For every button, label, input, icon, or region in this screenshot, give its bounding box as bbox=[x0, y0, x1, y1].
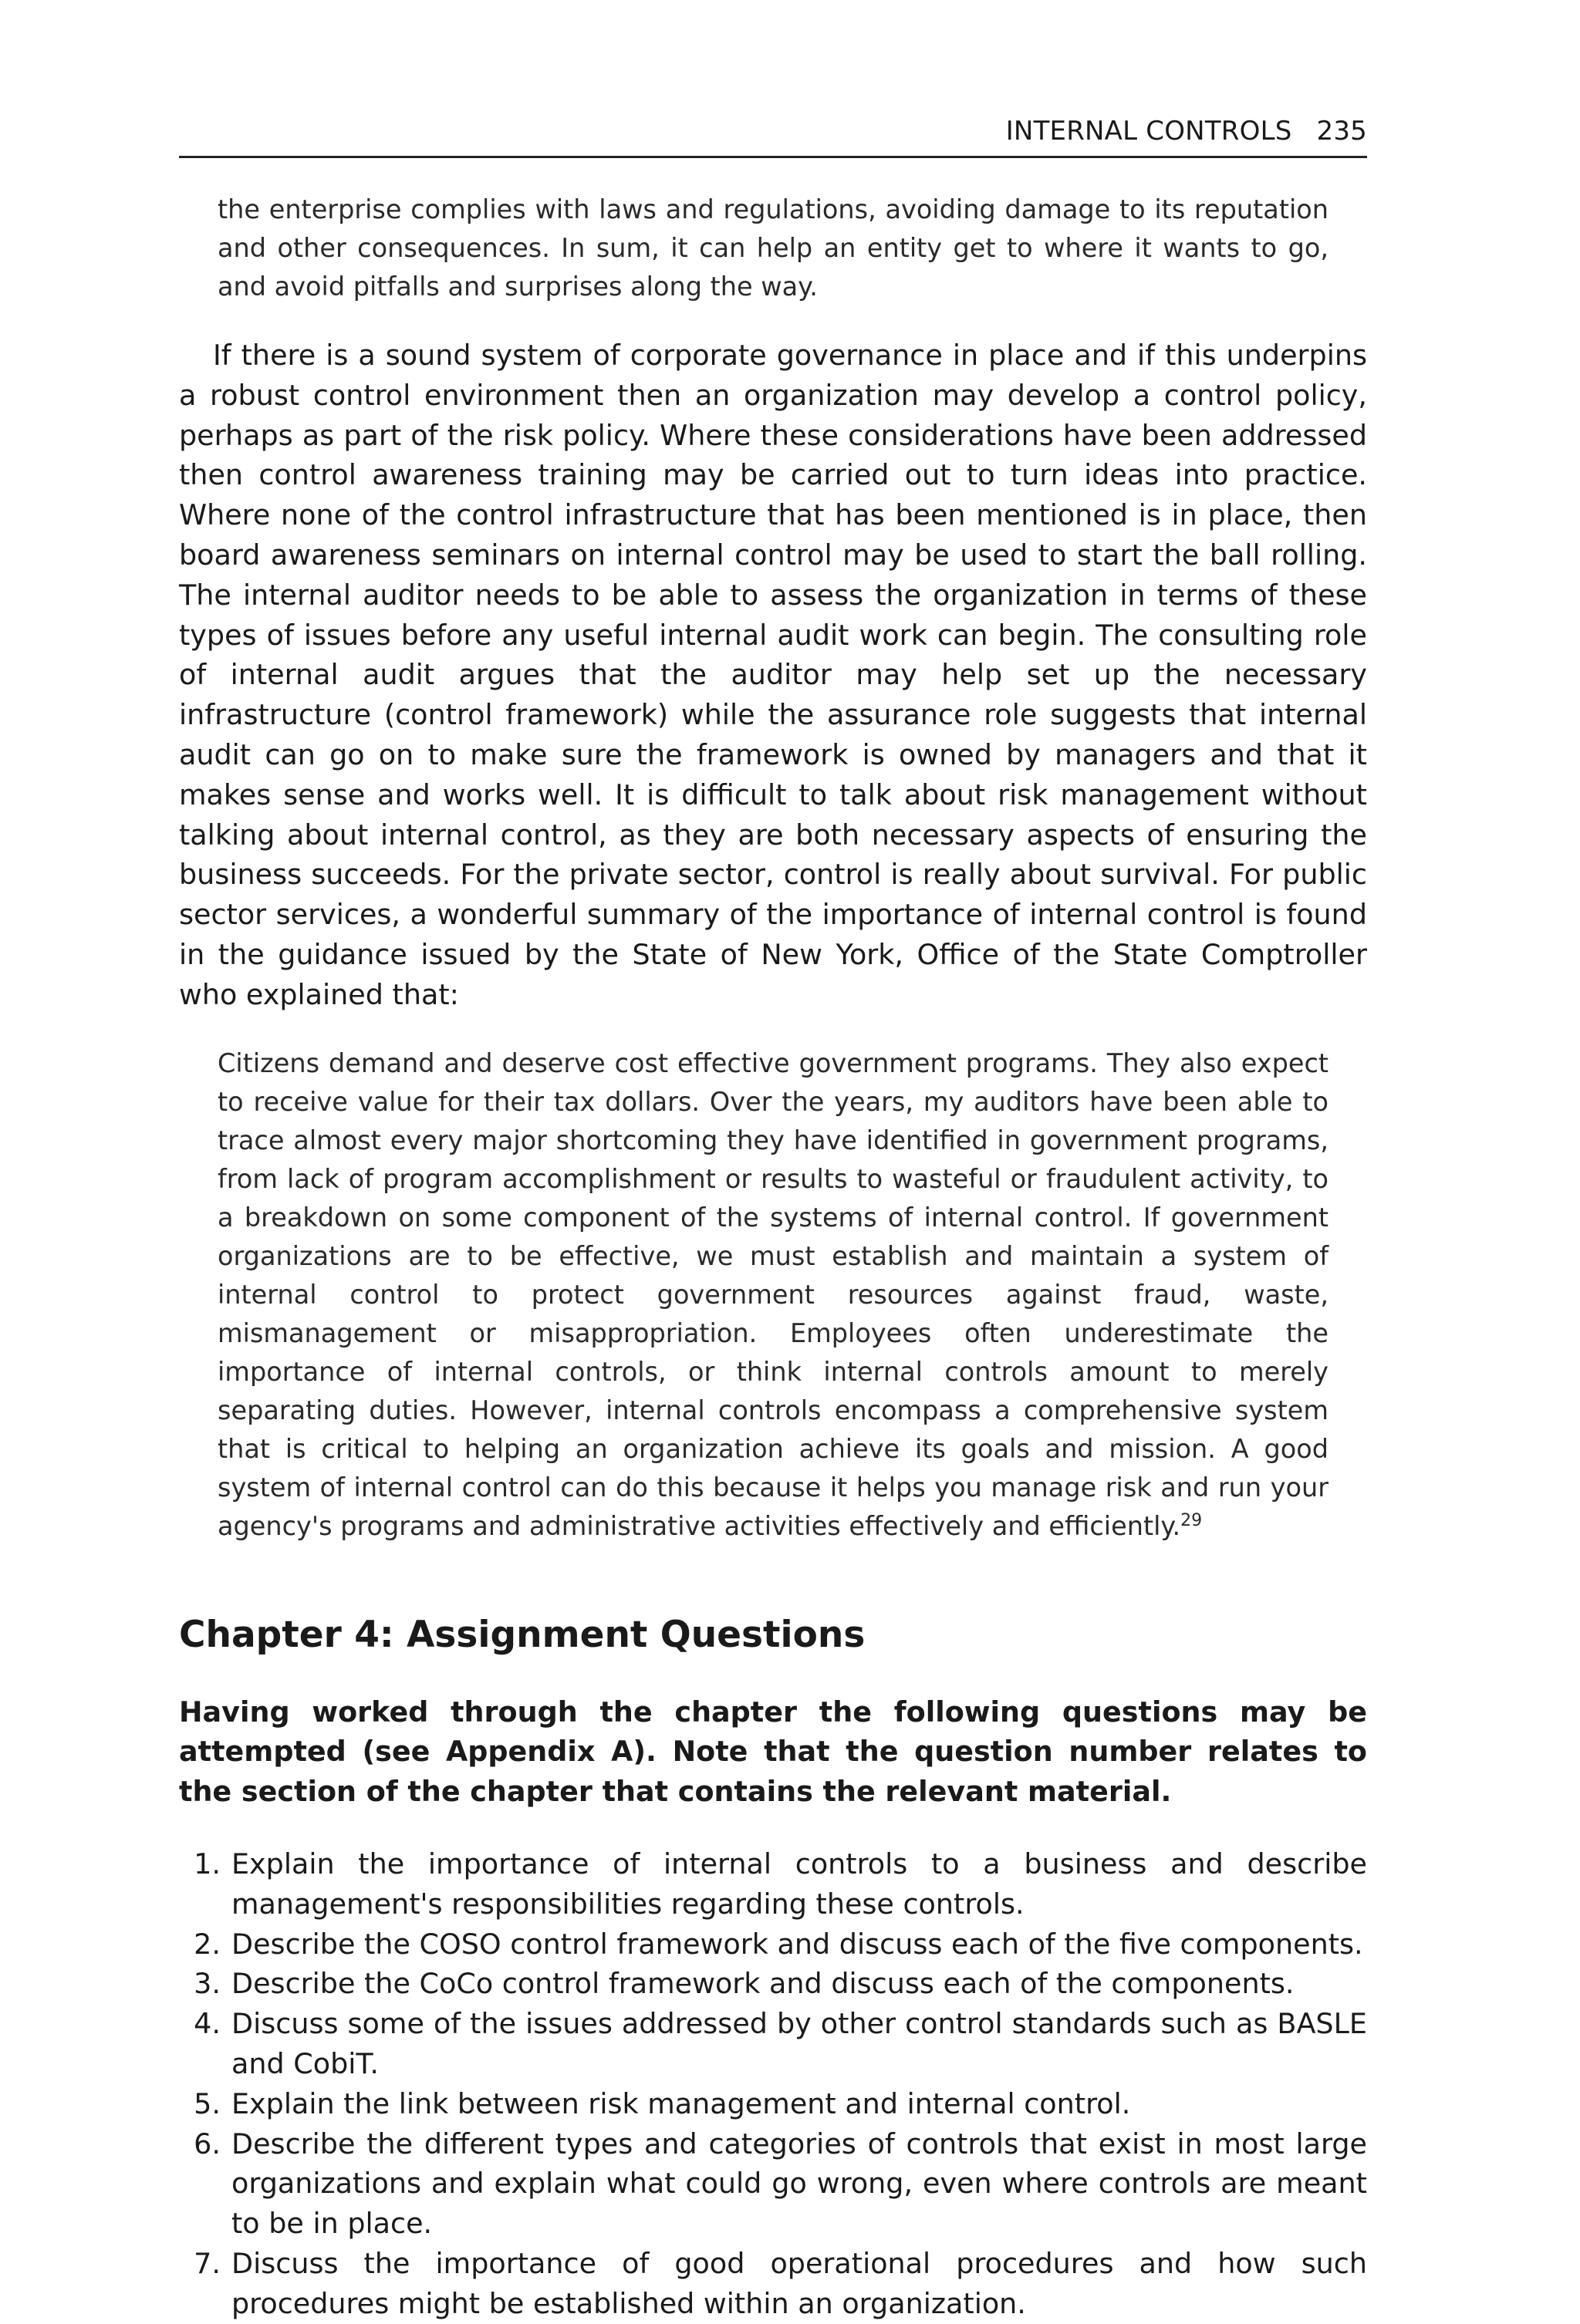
footnote-reference[interactable]: 29 bbox=[1180, 1510, 1203, 1530]
question-number: 3. bbox=[194, 1967, 221, 2001]
question-text: Describe the different types and categories of controls that exist in most large organizations and explain what could go wrong, even where controls are meant to be in place. bbox=[231, 2127, 1367, 2241]
question-text: Explain the importance of internal controls to a business and describe management's responsibilities regarding these controls. bbox=[231, 1847, 1367, 1921]
questions-list bbox=[179, 1844, 1367, 2324]
question-number: 2. bbox=[194, 1927, 221, 1961]
question-item bbox=[179, 2244, 1367, 2324]
question-number: 6. bbox=[194, 2127, 221, 2160]
chapter-heading: Chapter 4: Assignment Questions bbox=[179, 1613, 866, 1656]
question-text: Discuss the importance of good operational procedures and how such procedures might be established within an organization. bbox=[231, 2246, 1367, 2320]
question-number: 1. bbox=[194, 1847, 221, 1880]
quote-text: Citizens demand and deserve cost effective government programs. They also expect to receive value for their tax dollars. Over the years, my auditors have been able to trace almost every major shortcoming they have identified in government programs, from lack of program accomplishment or results to wasteful or fraudulent activity, to a breakdown on some component of the systems of internal control. If government organizations are to be effective, we must establish and maintain a system of internal control to protect government resources against fraud, waste, mismanagement or misappropriation. Employees often underestimate the importance of internal controls, or think internal controls amount to merely separating duties. However, internal controls encompass a comprehensive system that is critical to helping an organization achieve its goals and mission. A good system of internal control can do this because it helps you manage risk and run your agency's programs and administrative activities effectively and efficiently. bbox=[218, 1047, 1328, 1541]
question-number: 7. bbox=[194, 2246, 221, 2280]
page-number: 235 bbox=[1316, 116, 1367, 147]
question-item bbox=[179, 2124, 1367, 2244]
block-quote-continued: the enterprise complies with laws and regulations, avoiding damage to its reputation and other consequences. In sum, it can help an entity get to where it wants to go, and avoid pitfalls and surprises along the way. bbox=[218, 194, 1328, 302]
block-quote-comptroller bbox=[218, 1044, 1328, 1546]
question-text: Describe the CoCo control framework and discuss each of the components. bbox=[231, 1967, 1295, 2001]
question-item bbox=[179, 2004, 1367, 2084]
assignment-intro: Having worked through the chapter the following questions may be attempted (see Appendix A). Note that the question number relates to the section of the chapter that contains the relevant material. bbox=[179, 1695, 1367, 1809]
running-title: INTERNAL CONTROLS bbox=[1005, 116, 1292, 147]
question-item bbox=[179, 2084, 1367, 2124]
book-page bbox=[179, 116, 1367, 2324]
body-paragraph: If there is a sound system of corporate governance in place and if this underpins a robust control environment then an organization may develop a control policy, perhaps as part of the risk policy. Where these considerations have been addressed then control awareness training may be carried out to turn ideas into practice. Where none of the control infrastructure that has been mentioned is in place, then board awareness seminars on internal control may be used to start the ball rolling. The internal auditor needs to be able to assess the organization in terms of these types of issues before any useful internal audit work can begin. The consulting role of internal audit argues that the auditor may help set up the necessary infrastructure (control framework) while the assurance role suggests that internal audit can go on to make sure the framework is owned by managers and that it makes sense and works well. It is difficult to talk about risk management without talking about internal control, as they are both necessary aspects of ensuring the business succeeds. For the private sector, control is really about survival. For public sector services, a wonderful summary of the importance of internal control is found in the guidance issued by the State of New York, Office of the State Comptroller who explained that: bbox=[179, 339, 1367, 1011]
question-number: 5. bbox=[194, 2086, 221, 2120]
question-item bbox=[179, 1844, 1367, 1924]
running-header bbox=[179, 116, 1367, 158]
question-number: 4. bbox=[194, 2007, 221, 2041]
question-item bbox=[179, 1964, 1367, 2004]
question-text: Describe the COSO control framework and discuss each of the five components. bbox=[231, 1927, 1363, 1961]
question-item bbox=[179, 1924, 1367, 1965]
question-text: Discuss some of the issues addressed by other control standards such as BASLE and CobiT. bbox=[231, 2007, 1367, 2080]
question-text: Explain the link between risk management and internal control. bbox=[231, 2086, 1131, 2120]
